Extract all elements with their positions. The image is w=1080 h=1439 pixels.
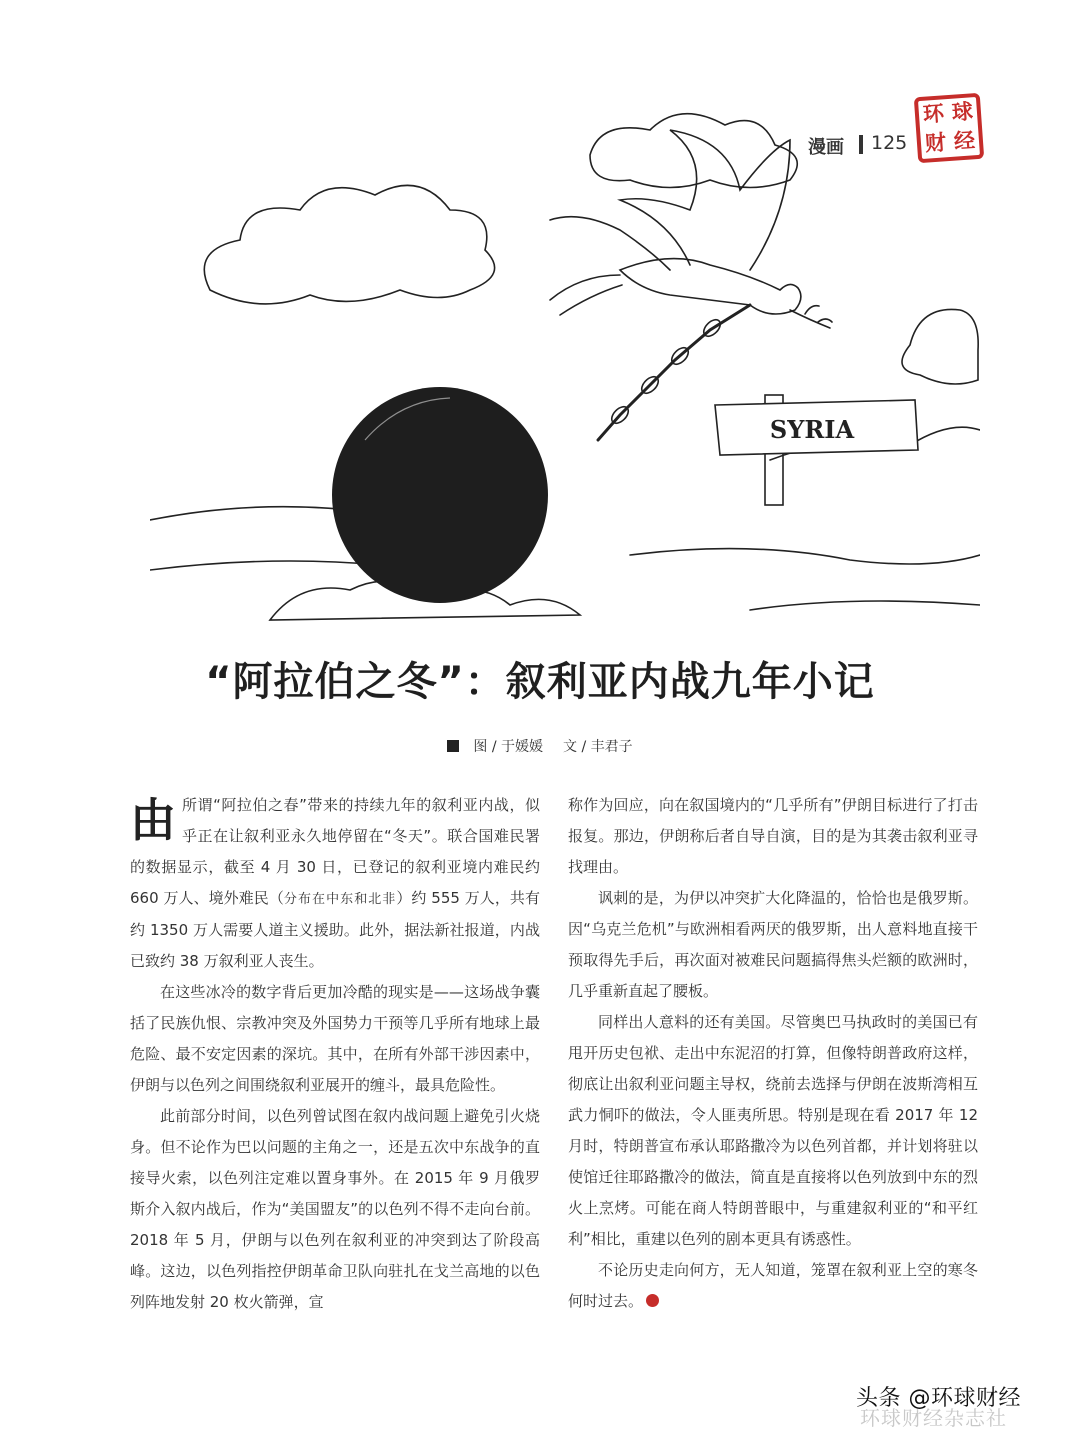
cloud [590,114,797,188]
logo-char: 经 [953,128,976,154]
article-title: “阿拉伯之冬”：叙利亚内战九年小记 [205,659,875,705]
paragraph: 同样出人意料的还有美国。尽管奥巴马执政时的美国已有甩开历史包袱、走出中东泥沼的打算，但像特朗普政府这样，彻底让出叙利亚问题主导权，绕前去选择与伊朗在波斯湾相互武力恫吓的做法，令人匪夷所思。特别是现在看 2017 年 12 月时，特朗普宣布承认耶路撒冷为以色列首都，并计划将驻以使馆迁往耶路撒冷的做法，简直是直接将以色列放到中东的烈火上烹烤。可能在商人特朗普眼中，与重建叙利亚的“和平红利”相比，重建以色列的剧本更具有诱惑性。 [568,1013,978,1248]
byline-author: 文 / 丰君子 [563,739,633,755]
watermark-faint: 环球财经杂志社 [860,1406,1007,1430]
article-column-left [130,790,540,1318]
paragraph: 称作为回应，向在叙国境内的“几乎所有”伊朗目标进行了打击报复。那边，伊朗称后者自导自演，目的是为其袭击叙利亚寻找理由。 [568,796,978,876]
paragraph-text: 不论历史走向何方，无人知道，笼罩在叙利亚上空的寒冬何时过去。 [568,1261,978,1310]
cloud [204,185,494,304]
paragraph: 在这些冰冷的数字背后更加冷酷的现实是——这场战争囊括了民族仇恨、宗教冲突及外国势力干预等几乎所有地球上最危险、最不安定因素的深坑。其中，在所有外部干涉因素中，伊朗与以色列之间围绕叙利亚展开的缠斗，最具危险性。 [130,983,540,1094]
ground [630,549,980,564]
logo-char: 财 [924,130,947,156]
dove-body [620,259,801,314]
ground [150,561,380,570]
sign-label: SYRIA [769,415,855,444]
paragraph-text: ）约 555 万人，共有约 1350 万人需要人道主义援助。此外，据法新社报道，内战已致约 38 万叙利亚人丧生。 [130,889,540,970]
dove-tail [550,275,622,315]
byline [0,736,1080,756]
cloud [902,309,978,384]
paragraph: 此前部分时间，以色列曾试图在叙内战问题上避免引火烧身。但不论作为巴以问题的主角之一，还是五次中东战争的直接导火索，以色列注定难以置身事外。在 2015 年 9 月俄罗斯介入叙内战后，作为“美国盟友”的以色列不得不走向台前。2018 年 5 月，伊朗与以色列在叙利亚的冲突到达了阶段高峰。这边，以色列指控伊朗革命卫队向驻扎在戈兰高地的以色列阵地发射 20 枚火箭弹，宣 [130,1107,540,1311]
page-number: 125 [871,132,908,154]
dropcap: 由 [130,793,176,847]
ground [750,601,980,610]
dove-wing [550,217,670,270]
wrecking-ball [332,387,548,603]
logo-char: 球 [951,99,974,125]
cartoon-illustration [150,100,980,640]
watermark-main: 头条 @环球财经 [856,1386,1021,1411]
paragraph-text: 所谓“阿拉伯之春”带来的持续九年的叙利亚内战，似乎正在让叙利亚永久地停留在“冬天”。联合国难民署的数据显示，截至 4 月 30 日，已登记的叙利亚境内难民约 660 万人、境外难民（ [130,796,540,907]
article-column-right [568,790,978,1317]
byline-square-icon [447,740,459,752]
paragraph [130,790,540,977]
end-mark-icon [646,1294,659,1307]
paragraph-note: 分布在中东和北非 [283,892,397,907]
paragraph [568,1255,978,1317]
paragraph: 讽刺的是，为伊以冲突扩大化降温的，恰恰也是俄罗斯。因“乌克兰危机”与欧洲相看两厌的俄罗斯，出人意料地直接干预取得先手后，再次面对被难民问题搞得焦头烂额的欧洲时，几乎重新直起了腰板。 [568,889,978,1000]
byline-illustrator: 图 / 于媛媛 [473,739,543,755]
section-label: 漫画 [808,137,844,158]
logo-char: 环 [922,101,945,127]
